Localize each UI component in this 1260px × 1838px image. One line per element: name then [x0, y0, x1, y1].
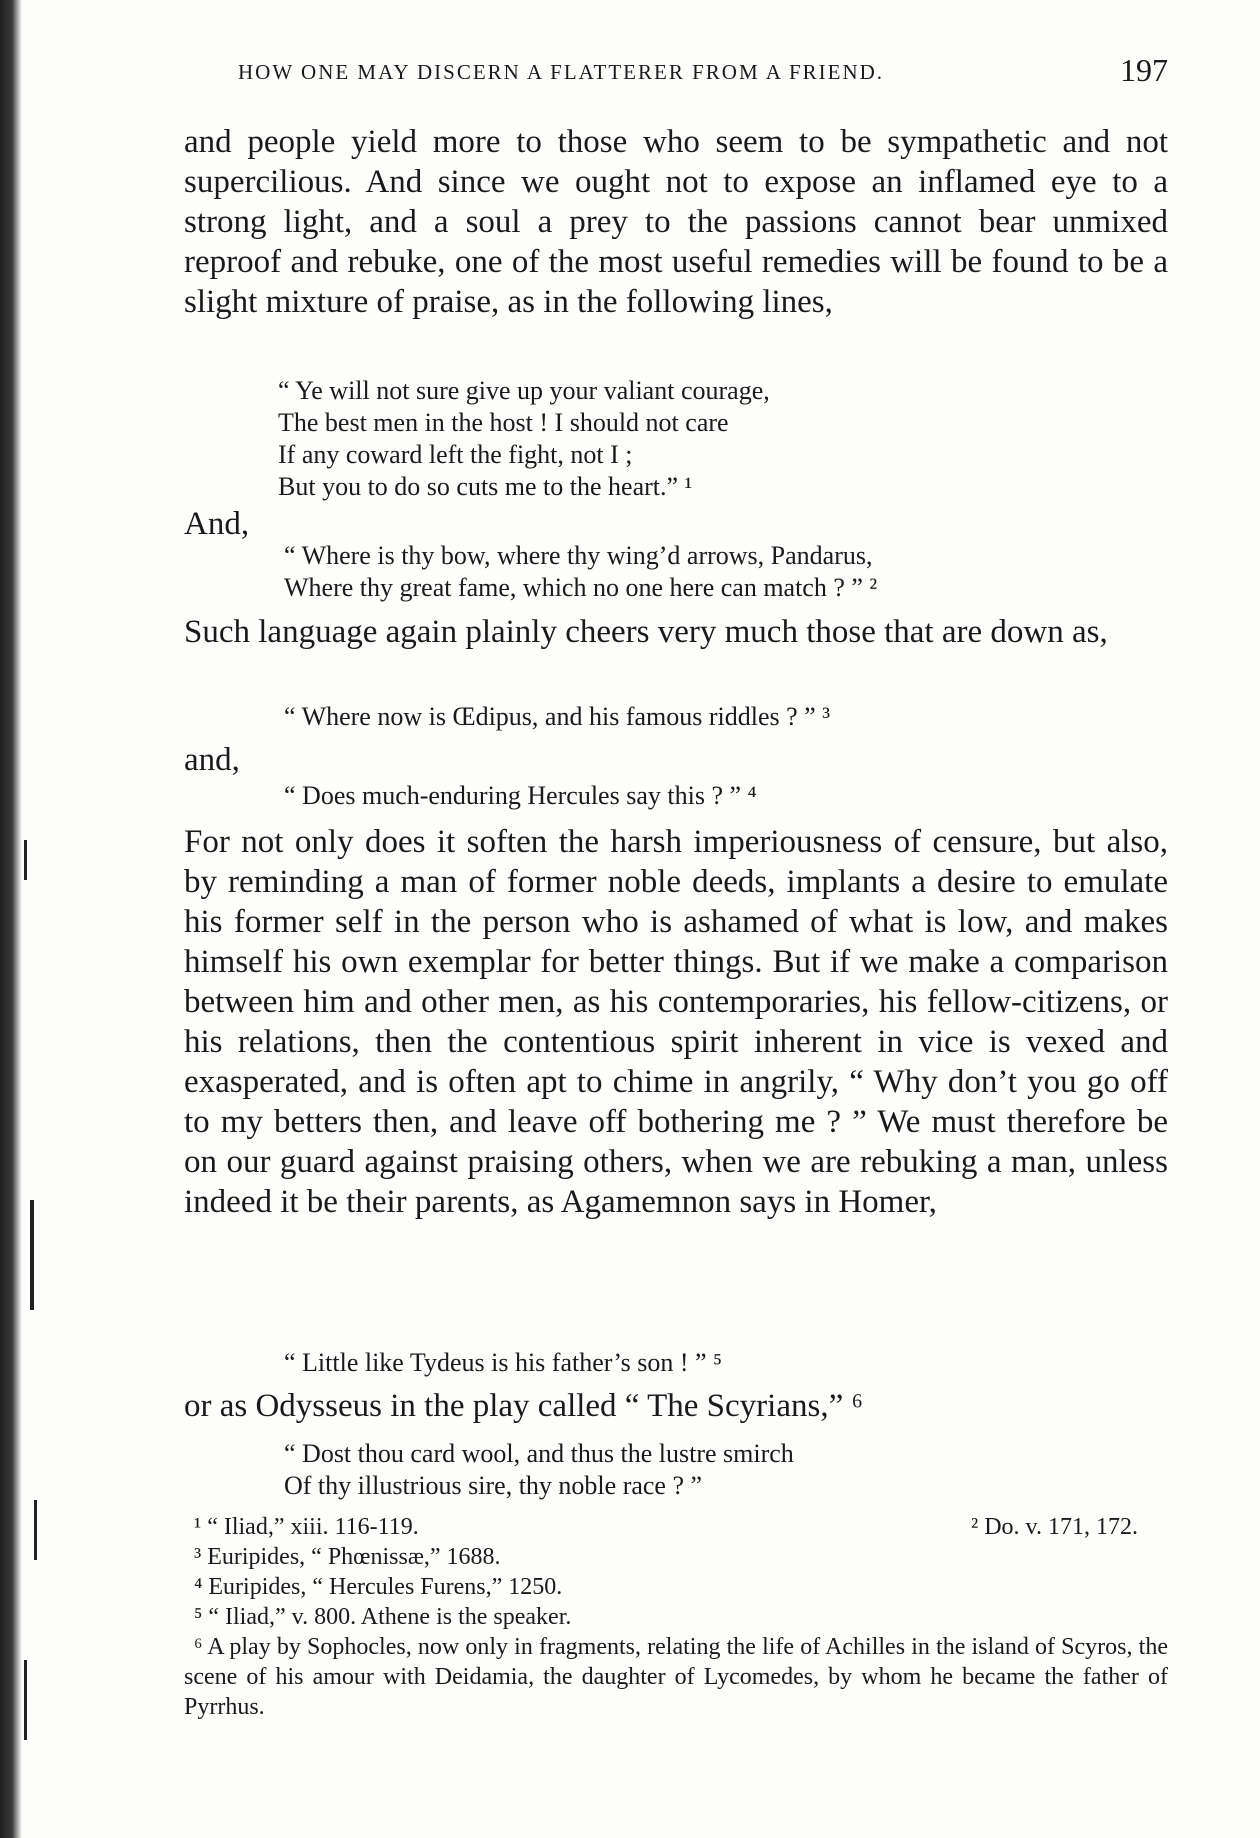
verse-line: If any coward left the fight, not I ; — [278, 440, 633, 469]
verse-quote-4 — [284, 780, 757, 812]
footnote-2: ² Do. v. 171, 172. — [971, 1514, 1138, 1540]
verse-line: Where thy great fame, which no one here can match ? ” ² — [284, 573, 878, 602]
footnotes — [184, 1512, 1168, 1722]
footnote-1: ¹ “ Iliad,” xiii. 116-119. — [194, 1514, 419, 1540]
connector-and-1: And, — [184, 506, 250, 542]
footnote-3: ³ Euripides, “ Phœnissæ,” 1688. — [194, 1544, 501, 1570]
connector-and-2: and, — [184, 742, 240, 778]
verse-line: “ Dost thou card wool, and thus the lustre smirch — [284, 1439, 794, 1468]
page-number: 197 — [1120, 52, 1168, 88]
verse-line: The best men in the host ! I should not care — [278, 408, 729, 437]
footnote-6: ⁶ A play by Sophocles, now only in fragments, relating the life of Achilles in the island of Scyros, the scene of his amour with Deidamia, the daughter of Lycomedes, by whom he became the father of Pyrrhus. — [184, 1634, 1168, 1720]
paragraph-3: For not only does it soften the harsh imperiousness of censure, but also, by reminding a man of former noble deeds, implants a desire to emulate his former self in the person who is ashamed of what is low, and makes himself his own exemplar for better things. But if we make a comparison between him and other men, as his contemporaries, his fellow-citizens, or his relations, then the contentious spirit inherent in vice is vexed and exasperated, and is often apt to chime in angrily, “ Why don’t you go off to my betters then, and leave off bothering me ? ” We must therefore be on our guard against praising others, when we are rebuking a man, unless indeed it be their parents, as Agamemnon says in Homer, — [184, 824, 1168, 1220]
footnote-4: ⁴ Euripides, “ Hercules Furens,” 1250. — [194, 1574, 563, 1600]
paragraph-1: and people yield more to those who seem to be sympathetic and not supercilious. And since we ought not to expose an inflamed eye to a strong light, and a soul a prey to the passions cannot bear unmixed reproof and rebuke, one of the most useful remedies will be found to be a slight mixture of praise, as in the following lines, — [184, 124, 1168, 320]
verse-line: “ Where now is Œdipus, and his famous riddles ? ” ³ — [284, 702, 830, 731]
footnote-row — [184, 1512, 1168, 1542]
verse-quote-5 — [284, 1347, 722, 1379]
verse-line: “ Ye will not sure give up your valiant courage, — [278, 376, 770, 405]
verse-quote-1 — [278, 375, 770, 503]
footnote-5: ⁵ “ Iliad,” v. 800. Athene is the speaker. — [194, 1604, 572, 1630]
verse-quote-2 — [284, 540, 877, 604]
verse-line: “ Where is thy bow, where thy wing’d arrows, Pandarus, — [284, 541, 873, 570]
verse-line: Of thy illustrious sire, thy noble race ? ” — [284, 1471, 703, 1500]
verse-quote-6 — [284, 1438, 794, 1502]
verse-line: “ Does much-enduring Hercules say this ? ” ⁴ — [284, 781, 757, 810]
verse-line: But you to do so cuts me to the heart.” ¹ — [278, 472, 693, 501]
running-title: HOW ONE MAY DISCERN A FLATTERER FROM A FRIEND. — [238, 60, 885, 84]
verse-line: “ Little like Tydeus is his father’s son ! ” ⁵ — [284, 1348, 723, 1377]
paragraph-4: or as Odysseus in the play called “ The Scyrians,” ⁶ — [184, 1388, 863, 1424]
paragraph-2: Such language again plainly cheers very much those that are down as, — [184, 614, 1108, 650]
running-header — [238, 52, 1168, 88]
verse-quote-3 — [284, 701, 830, 733]
